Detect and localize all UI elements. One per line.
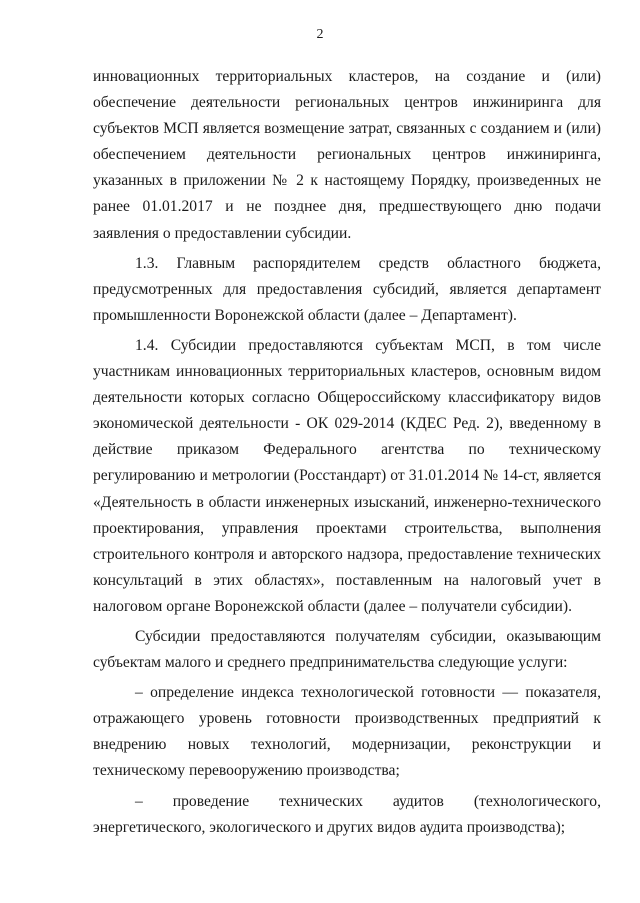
paragraph-clause-1-4: 1.4. Субсидии предоставляются субъектам МСП, в том числе участникам инновационных территориальных кластеров, основным видом деятельности которых согласно Общероссийскому классификатору видов экономической деятельности - ОК 029-2014 (КДЕС Ред. 2), введенному в действие приказом Федерального агентства по техническому регулированию и метрологии (Росстандарт) от 31.01.2014 № 14-ст, является «Деятельность в области инженерных изысканий, инженерно-технического проектирования, управления проектами строительства, выполнения строительного контроля и авторского надзора, предоставление технических консультаций в этих областях», поставленным на налоговый учет в налоговом органе Воронежской области (далее – получатели субсидии).	[93, 336, 601, 615]
list-item-technical-audits: – проведение технических аудитов (технологического, энергетического, экологического и других видов аудита производства);	[93, 792, 601, 836]
paragraph-services-intro: Субсидии предоставляются получателям субсидии, оказывающим субъектам малого и среднего предпринимательства следующие услуги:	[93, 627, 601, 672]
page-number: 2	[316, 27, 324, 42]
paragraph-clause-1-3: 1.3. Главным распорядителем средств областного бюджета, предусмотренных для предоставления субсидий, является департамент промышленности Воронежской области (далее – Департамент).	[93, 254, 601, 324]
list-item-readiness-index: – определение индекса технологической готовности — показателя, отражающего уровень готовности производственных предприятий к внедрению новых технологий, модернизации, реконструкции и техническому перевооружению производства;	[93, 684, 601, 780]
document-body	[93, 64, 601, 841]
paragraph-continuation: инновационных территориальных кластеров, на создание и (или) обеспечение деятельности региональных центров инжиниринга для субъектов МСП является возмещение затрат, связанных с созданием и (или) обеспечением деятельности региональных центров инжиниринга, указанных в приложении № 2 к настоящему Порядку, произведенных не ранее 01.01.2017 и не позднее дня, предшествующего дню подачи заявления о предоставлении субсидии.	[93, 68, 601, 242]
